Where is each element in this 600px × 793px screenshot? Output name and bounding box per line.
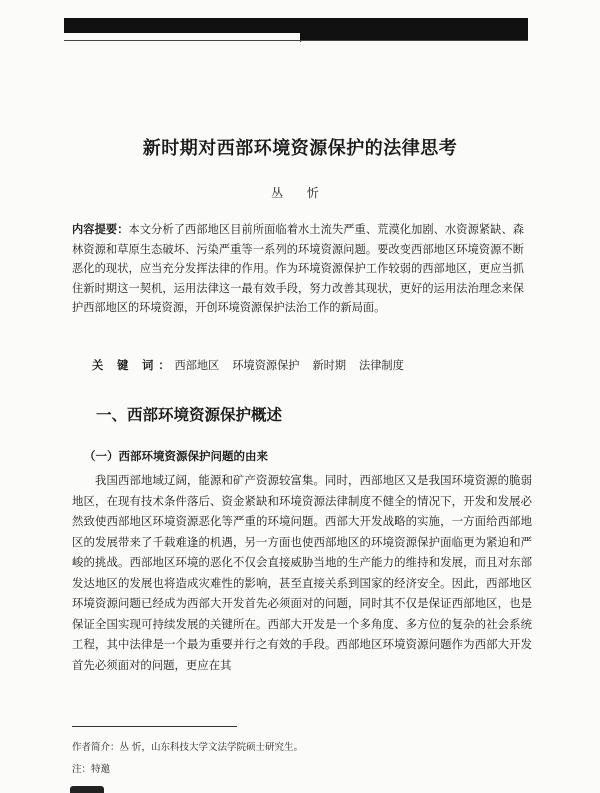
footnote-rule <box>72 726 237 727</box>
keywords <box>92 357 532 373</box>
subsection-heading: （一）西部环境资源保护问题的由来 <box>84 449 268 463</box>
keyword-item: 法律制度 <box>359 359 404 372</box>
header-decorative-bar <box>64 18 528 33</box>
footnote-author-note: 作者简介：丛 忻，山东科技大学文法学院硕士研究生。 <box>72 742 304 753</box>
article-author: 丛 忻 <box>271 186 329 200</box>
keyword-item: 环境资源保护 <box>232 359 300 372</box>
abstract-label: 内容提要： <box>72 222 129 236</box>
abstract-text: 本文分析了西部地区目前所面临着水土流失严重、荒漠化加剧、水资源紧缺、森林资源和草原生态破坏、污染严重等一系列的环境资源问题。要改变西部地区环境资源不断恶化的现状，应当充分发挥法律的作用。作为环境资源保护工作较弱的西部地区，更应当抓住新时期这一契机，运用法律这一最有效手段，努力改善其现状，更好的运用法治理念来保护西部地区的环境资源，开创环境资源保护法治工作的新局面。 <box>72 223 524 315</box>
footnote-special-note: 注：特邀 <box>72 764 111 775</box>
section-heading: 一、西部环境资源保护概述 <box>96 405 283 424</box>
abstract <box>72 220 524 318</box>
body-paragraph: 我国西部地域辽阔，能源和矿产资源较富集。同时，西部地区又是我国环境资源的脆弱地区，在现有技术条件落后、资金紧缺和环境资源法律制度不健全的情况下，开发和发展必然致使西部地区环境资源恶化等严重的环境问题。西部大开发战略的实施，一方面给西部地区的发展带来了千载难逢的机遇，另一方面也使西部地区的环境资源保护面临更为紧迫和严峻的挑战。西部地区环境的恶化不仅会直接威胁当地的生产能力的维持和发展，而且对东部发达地区的发展也将造成灾难性的影响，甚至直接关系到国家的经济安全。因此，西部地区环境资源问题已经成为西部大开发首先必须面对的问题，同时其不仅是保证西部地区，也是保证全国实现可持续发展的关键所在。西部大开发是一个多角度、多方位的复杂的社会系统工程，其中法律是一个最为重要并行之有效的手段。西部地区环境资源问题作为西部大开发首先必须面对的问题，更应在其 <box>72 473 532 672</box>
page-number-mark <box>70 786 104 793</box>
article-title: 新时期对西部环境资源保护的法律思考 <box>142 138 458 160</box>
keywords-label: 关 键 词： <box>92 358 175 372</box>
keyword-item: 西部地区 <box>174 359 220 372</box>
header-rule <box>64 40 528 41</box>
keyword-item: 新时期 <box>312 359 347 372</box>
